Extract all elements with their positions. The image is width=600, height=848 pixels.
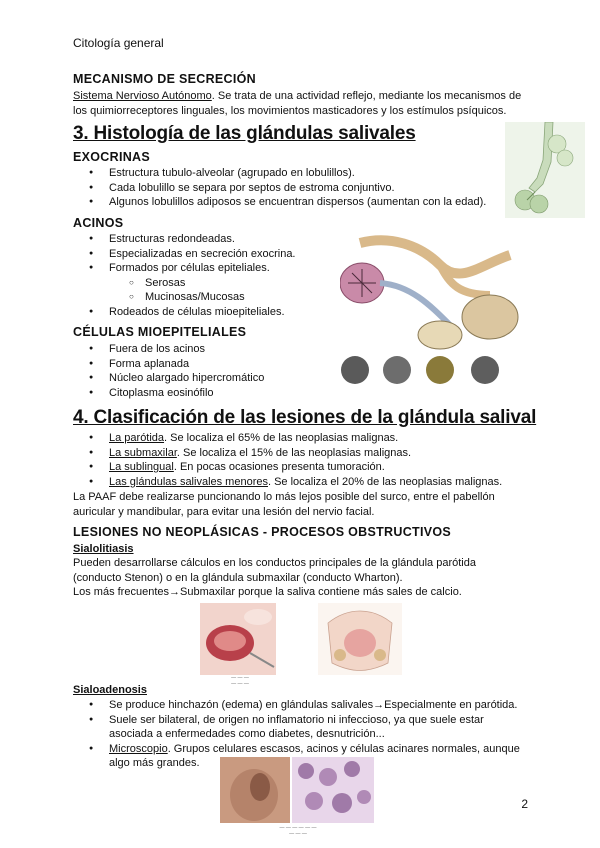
section-3-title: 3. Histología de las glándulas salivales xyxy=(73,123,416,144)
paaf-paragraph xyxy=(73,490,543,519)
list-item xyxy=(73,713,543,742)
list-item: ● Formados por células epiteliales. xyxy=(73,261,343,276)
item-text: . Se localiza el 65% de las neoplasias malignas. xyxy=(164,432,399,444)
page-header: Citología general xyxy=(73,36,164,50)
localizacion-list xyxy=(73,431,533,489)
sialoadenosis-title: Sialoadenosis xyxy=(73,684,147,696)
sialolitiasis-title: Sialolitiasis xyxy=(73,543,134,555)
list-item: ● Fuera de los acinos xyxy=(73,342,343,357)
list-item xyxy=(73,475,533,490)
item-text: asociada a enfermedades como diabetes, desnutrición... xyxy=(109,728,385,740)
sna-link[interactable]: Sistema Nervioso Autónomo xyxy=(73,90,212,102)
acinos-title: ACINOS xyxy=(73,216,124,230)
sialolitiasis-line-2: (conducto Stenon) o en la glándula submaxilar (conducto Wharton). xyxy=(73,571,403,584)
list-item: ● Estructuras redondeadas. xyxy=(73,232,343,247)
mouth-photo xyxy=(200,603,276,675)
secrecion-text-1: . Se trata de una actividad reflejo, mediante los mecanismos de xyxy=(211,90,522,102)
mioepiteliales-list xyxy=(73,342,343,400)
list-subitem: ○ Mucinosas/Mucosas xyxy=(73,290,343,305)
list-subitem: ○ Serosas xyxy=(73,276,343,291)
sialoadenosis-caption: — — — — — — — — — xyxy=(279,825,317,837)
secrecion-text-2: los quimiorreceptores linguales, los movimientos masticadores y los estímulos psíquicos. xyxy=(73,104,507,117)
section-4-title: 4. Clasificación de las lesiones de la glándula salival xyxy=(73,407,537,428)
sialolitiasis-line-1: Pueden desarrollarse cálculos en los conductos principales de la glándula parótida xyxy=(73,557,476,569)
lesiones-title: LESIONES NO NEOPLÁSICAS - PROCESOS OBSTRUCTIVOS xyxy=(73,525,452,539)
sialolitiasis-paragraph xyxy=(73,556,543,600)
list-item: ● Especializadas en secreción exocrina. xyxy=(73,247,343,262)
paaf-line-1: La PAAF debe realizarse puncionando lo más lejos posible del surco, entre el pabellón xyxy=(73,491,495,503)
item-text: . Grupos celulares escasos, acinos y células acinares normales, aunque xyxy=(167,742,520,755)
submaxilar-link[interactable]: La submaxilar xyxy=(109,446,177,459)
parotida-link[interactable]: La parótida xyxy=(109,432,165,444)
mouth-photo-caption: — — — — — — xyxy=(231,675,249,687)
list-item: ● Citoplasma eosinófilo xyxy=(73,386,343,401)
item-text: . En pocas ocasiones presenta tumoración. xyxy=(173,461,385,473)
item-text: Suele ser bilateral, de origen no inflamatorio ni infeccioso, ya que suele estar xyxy=(109,713,484,726)
face-photo xyxy=(220,757,290,823)
microscopio-link[interactable]: Microscopio xyxy=(109,742,168,755)
paaf-line-2: auricular y mandibular, para evitar una lesión del nervio facial. xyxy=(73,505,375,518)
exocrinas-list xyxy=(73,166,513,210)
gland-duct-illustration xyxy=(505,122,585,218)
list-item: ● Cada lobulillo se separa por septos de estroma conjuntivo. xyxy=(73,181,513,196)
histology-photo xyxy=(292,757,374,823)
page-number: 2 xyxy=(521,797,528,811)
list-item: ● Se produce hinchazón (edema) en glándulas salivales→Especialmente en parótida. xyxy=(73,698,543,713)
item-text: . Se localiza el 20% de las neoplasias malignas. xyxy=(267,475,503,488)
exocrinas-title: EXOCRINAS xyxy=(73,150,151,164)
list-item: ● Forma aplanada xyxy=(73,357,343,372)
list-item: ● Algunos lobulillos adiposos se encuentran dispersos (aumentan con la edad). xyxy=(73,195,513,210)
mioepiteliales-title: CÉLULAS MIOEPITELIALES xyxy=(73,325,247,339)
list-item xyxy=(73,446,533,461)
item-text: algo más grandes. xyxy=(109,757,200,769)
item-text: . Se localiza el 15% de las neoplasias malignas. xyxy=(176,446,412,459)
sialolitiasis-line-3: Los más frecuentes→Submaxilar porque la saliva contiene más sales de calcio. xyxy=(73,586,462,598)
list-item xyxy=(73,431,533,446)
sublingual-link[interactable]: La sublingual xyxy=(109,461,174,473)
acinos-list xyxy=(73,232,343,319)
acinos-diagram xyxy=(340,225,520,397)
list-item xyxy=(73,460,533,475)
menores-link[interactable]: Las glándulas salivales menores xyxy=(109,475,268,488)
secrecion-title: MECANISMO DE SECRECIÓN xyxy=(73,72,257,86)
list-item: ● Núcleo alargado hipercromático xyxy=(73,371,343,386)
gland-drawing xyxy=(318,603,402,675)
list-item: ● Rodeados de células mioepiteliales. xyxy=(73,305,343,320)
secrecion-paragraph xyxy=(73,89,533,118)
list-item: ● Estructura tubulo-alveolar (agrupado en lobulillos). xyxy=(73,166,513,181)
